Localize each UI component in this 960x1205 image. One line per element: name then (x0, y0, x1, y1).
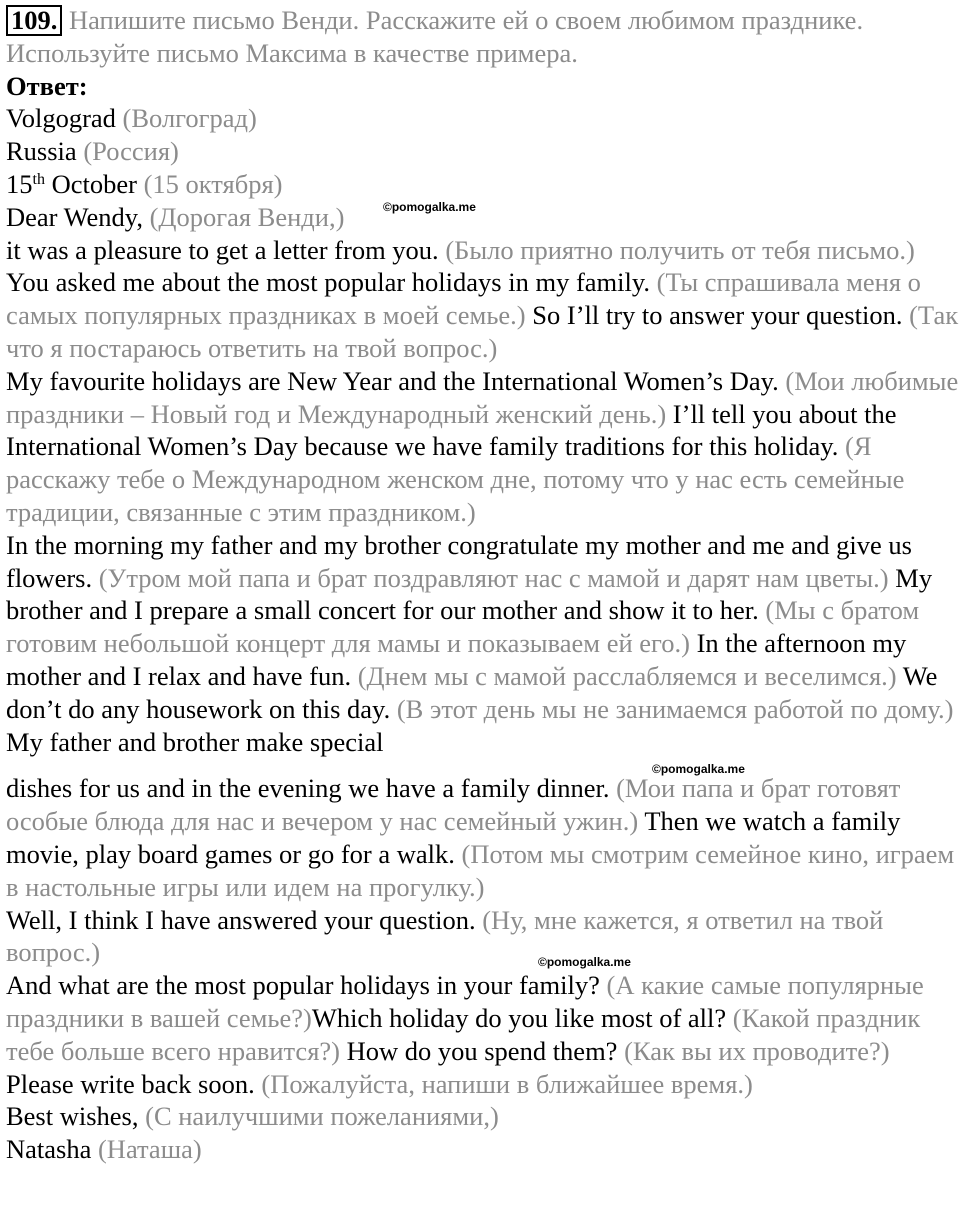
paragraph-traditions: In the morning my father and my brother congratulate my mother and me and give us flowers. (Утром мой папа и брат поздравляют нас с мамой и дарят нам цветы.) My brother and I prepare a small concert for our mother and show it to her. (Мы с братом готовим небольшой концерт для мамы и показываем ей его.) In the afternoon my mother and I relax and have fun. (Днем мы с мамой расслабляемся и веселимся.) We don’t do any housework on this day. (В этот день мы не занимаемся работой по дому.) My father and brother make special (6, 529, 954, 757)
paragraph-intro: it was a pleasure to get a letter from you. (Было приятно получить от тебя письмо.) You asked me about the most popular holidays in my family. (Ты спрашивала меня о самых популярных праздниках в моей семье.) So I’ll try to answer your question. (Так что я постараюсь ответить на твой вопрос.) (6, 234, 959, 363)
letter-date: 15th October (15 октября) (6, 168, 283, 199)
paragraph-questions: And what are the most popular holidays in your family? (А какие самые популярные праздники в вашей семье?)Which holiday do you like most of all? (Какой праздник тебе больше всего нравится?) How do you spend them? (Как вы их проводите?) (6, 970, 924, 1066)
closing-signature: Natasha (Наташа) (6, 1134, 202, 1165)
answer-label: Ответ: (6, 70, 88, 101)
paragraph-answered: Well, I think I have answered your question. (Ну, мне кажется, я ответил на твой вопрос.) (6, 904, 884, 968)
task-text: Напишите письмо Венди. Расскажите ей о своем любимом празднике. Используйте письмо Максима в качестве примера. (6, 5, 864, 68)
letter-country: Russia (Россия) (6, 136, 179, 167)
paragraph-traditions-continued: dishes for us and in the evening we have a family dinner. (Мои папа и брат готовят особые блюда для нас и вечером у нас семейный ужин.) Then we watch a family movie, play board games or go for a walk. (Потом мы смотрим семейное кино, играем в настольные игры или идем на прогулку.) (6, 773, 955, 902)
document-body (6, 4, 960, 1166)
letter-greeting: Dear Wendy, (Дорогая Венди,) (6, 201, 345, 232)
letter-city: Volgograd (Волгоград) (6, 103, 257, 134)
watermark: ©pomogalka.me (383, 200, 476, 214)
closing-wishes: Best wishes, (С наилучшими пожеланиями,) (6, 1101, 499, 1132)
watermark: ©pomogalka.me (652, 762, 745, 776)
task-number: 109. (6, 5, 62, 36)
closing-request: Please write back soon. (Пожалуйста, напиши в ближайшее время.) (6, 1068, 753, 1099)
paragraph-favourite-holidays: My favourite holidays are New Year and the International Women’s Day. (Мои любимые праздники – Новый год и Международный женский день.) I’ll tell you about the International Women’s Day because we have family traditions for this holiday. (Я расскажу тебе о Международном женском дне, потому что у нас есть семейные традиции, связанные с этим праздником.) (6, 365, 959, 527)
task-statement (6, 4, 960, 70)
watermark: ©pomogalka.me (538, 955, 631, 969)
